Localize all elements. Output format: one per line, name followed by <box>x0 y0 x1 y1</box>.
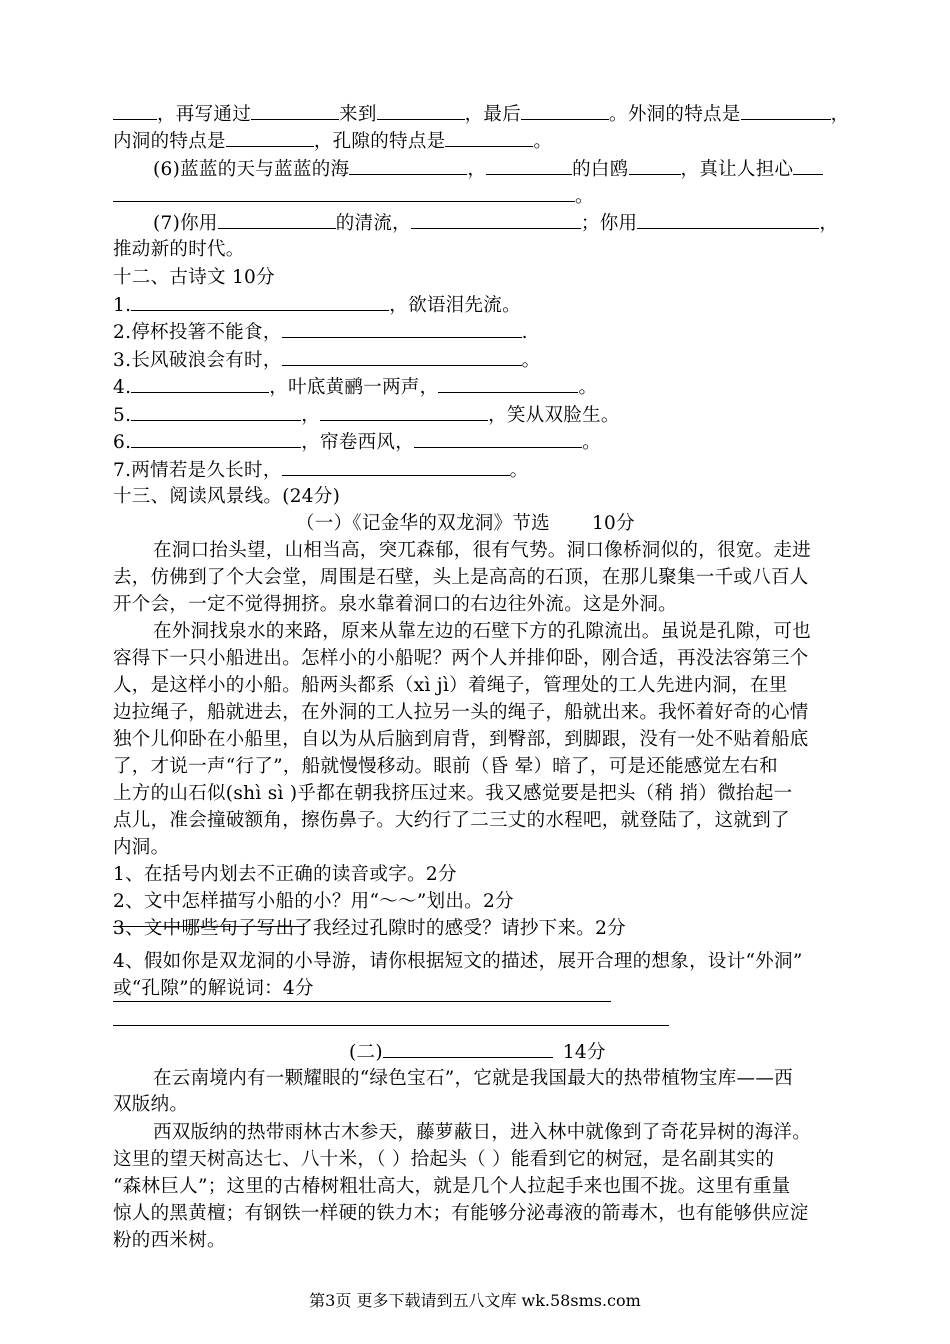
blank[interactable] <box>411 210 581 229</box>
text: ，叶底黄鹂一两声， <box>269 377 439 398</box>
fill-line <box>113 101 849 128</box>
reading-1-title <box>296 511 635 537</box>
text: 。 <box>582 432 601 453</box>
text: 内洞的特点是 <box>113 131 226 152</box>
text: ，再写通过 <box>157 104 252 125</box>
paragraph-line: 上方的山石似(shì sì )乎都在朝我挤压过来。我又感觉要是把头（稍 捎）微抬起一 <box>113 783 793 804</box>
blank[interactable] <box>445 128 533 147</box>
answer-line[interactable] <box>113 1001 611 1002</box>
blank[interactable] <box>131 292 389 311</box>
paragraph-line: 去，仿佛到了个大会堂，周围是石壁，头上是高高的石顶，在那儿聚集一千或八百人 <box>113 567 809 588</box>
blank[interactable] <box>438 374 578 393</box>
text: ，欲语泪先流。 <box>389 295 521 316</box>
text: 的白鸥 <box>572 159 629 180</box>
text: ，真让人担心 <box>680 159 794 180</box>
section-title: 十二、古诗文 10分 <box>113 267 275 288</box>
text: 14分 <box>562 1042 606 1063</box>
question-7 <box>153 210 838 237</box>
text: ，笑从双脸生。 <box>488 405 620 426</box>
blank[interactable] <box>741 101 831 120</box>
paragraph-line: 在云南境内有一颗耀眼的“绿色宝石”，它就是我国最大的热带植物宝库——西 <box>153 1068 793 1089</box>
question-line: 3、文中哪些句子写出了我经过孔隙时的感受？请抄下来。2分 <box>113 918 626 939</box>
paragraph-line: 惊人的黑黄檀；有钢铁一样硬的铁力木；有能够分泌毒液的箭毒木，也有能够供应淀 <box>113 1203 809 1224</box>
text: 7.两情若是久长时， <box>113 460 282 481</box>
text: 的清流， <box>335 213 411 234</box>
paragraph-line: “森林巨人”；这里的古椿树粗壮高大，就是几个人拉起手来也围不拢。这里有重量 <box>113 1176 791 1197</box>
blank[interactable] <box>131 374 269 393</box>
poem-line-4 <box>113 374 597 401</box>
text: 2.停杯投箸不能食， <box>113 322 282 343</box>
text: 3.长风破浪会有时， <box>113 350 282 371</box>
blank[interactable] <box>320 402 488 421</box>
fill-line <box>113 128 552 155</box>
text: . <box>521 322 528 343</box>
text: （一）《记金华的双龙洞》节选 <box>296 513 550 534</box>
text: 。 <box>575 186 594 207</box>
text: ， <box>819 213 839 234</box>
paragraph-line: 这里的望天树高达七、八十米，（ ）拾起头（ ）能看到它的树冠，是名副其实的 <box>113 1149 775 1170</box>
text: 5. <box>113 405 132 426</box>
text: 。 <box>533 131 553 152</box>
text: 6. <box>113 432 132 453</box>
paragraph-line: 独个儿仰卧在小船里，自以为从后脑到肩背，到臀部，到脚跟，没有一处不贴着船底 <box>113 729 809 750</box>
paragraph-line: 开个会，一定不觉得拥挤。泉水靠着洞口的右边往外流。这是外洞。 <box>113 594 678 615</box>
blank[interactable] <box>629 156 681 175</box>
poem-line-5 <box>113 402 620 429</box>
paragraph-line: 内洞。 <box>113 837 170 858</box>
text: 4. <box>113 377 132 398</box>
blank[interactable] <box>414 429 582 448</box>
text: ， <box>467 159 487 180</box>
question-line: 1、在括号内划去不正确的读音或字。2分 <box>113 864 457 885</box>
blank[interactable] <box>282 319 522 338</box>
question-6 <box>153 156 823 183</box>
blank[interactable] <box>637 210 819 229</box>
reading-2-title <box>349 1039 606 1066</box>
blank[interactable] <box>113 183 575 202</box>
paragraph-line: 了，才说一声“行了”，船就慢慢移动。眼前（昏 晕）暗了，可是还能感觉左右和 <box>113 756 778 777</box>
paragraph-line: 容得下一只小船进出。怎样小的小船呢？两个人并排仰卧，刚合适，再没法容第三个 <box>113 648 809 669</box>
question-line: 4、假如你是双龙洞的小导游，请你根据短文的描述，展开合理的想象，设计“外洞” <box>113 951 803 972</box>
section-title: 十三、阅读风景线。(24分) <box>113 486 341 507</box>
text: 。外洞的特点是 <box>609 104 741 125</box>
text: (6)蓝蓝的天与蓝蓝的海 <box>153 159 350 180</box>
paragraph-line: 点儿，准会撞破额角，擦伤鼻子。大约行了二三丈的水程吧，就登陆了，这就到了 <box>113 810 790 831</box>
blank[interactable] <box>521 101 609 120</box>
paragraph-line: 粉的西米树。 <box>113 1230 226 1251</box>
blank[interactable] <box>218 210 336 229</box>
paragraph-line: 双版纳。 <box>113 1094 189 1115</box>
text: ， <box>830 104 850 125</box>
blank[interactable] <box>226 128 314 147</box>
blank[interactable] <box>349 156 467 175</box>
blank[interactable] <box>282 457 510 476</box>
poem-line-1 <box>113 292 521 319</box>
text: ；你用 <box>580 213 638 234</box>
blank[interactable] <box>377 101 465 120</box>
text: (7)你用 <box>153 213 218 234</box>
paragraph-line: 在洞口抬头望，山相当高，突兀森郁，很有气势。洞口像桥洞似的，很宽。走进 <box>153 540 812 561</box>
paragraph-line: 西双版纳的热带雨林古木参天，藤萝蔽日，进入林中就像到了奇花异树的海洋。 <box>153 1122 812 1143</box>
text: 来到 <box>339 104 377 125</box>
answer-line[interactable] <box>113 1025 669 1026</box>
blank[interactable] <box>131 429 301 448</box>
paragraph-line: 人，是这样小的小船。船两头都系（xì jì）着绳子，管理处的工人先进内洞，在里 <box>113 675 788 696</box>
text: 。 <box>578 377 598 398</box>
blank[interactable] <box>131 402 301 421</box>
question-line: 或“孔隙”的解说词：4分 <box>113 978 314 999</box>
text: 10分 <box>591 513 635 534</box>
answer-line[interactable] <box>113 926 305 927</box>
paragraph-line: 在外洞找泉水的来路，原来从靠左边的石壁下方的孔隙流出。虽说是孔隙，可也 <box>153 621 812 642</box>
paragraph-line: 边拉绳子，船就进去，在外洞的工人拉另一头的绳子，船就出来。我怀着好奇的心情 <box>113 702 809 723</box>
blank[interactable] <box>486 156 572 175</box>
text: 1. <box>113 295 132 316</box>
text: ，最后 <box>464 104 522 125</box>
blank[interactable] <box>282 347 522 366</box>
poem-line-6 <box>113 429 601 456</box>
text: ，帘卷西风， <box>301 432 415 453</box>
poem-line-2 <box>113 319 528 346</box>
fill-line <box>113 183 594 210</box>
text: ， <box>301 405 321 426</box>
text: 。 <box>521 350 541 371</box>
text: 。 <box>509 460 529 481</box>
text: ，孔隙的特点是 <box>313 131 446 152</box>
blank[interactable] <box>383 1039 553 1058</box>
blank[interactable] <box>793 156 823 175</box>
poem-line-3 <box>113 347 540 374</box>
text: (二) <box>349 1042 383 1063</box>
text-line: 推动新的时代。 <box>113 239 245 260</box>
poem-line-7 <box>113 457 528 484</box>
blank[interactable] <box>113 101 157 120</box>
page-footer: 第3页 更多下载请到五八文库 wk.58sms.com <box>309 1291 641 1310</box>
blank[interactable] <box>251 101 339 120</box>
question-line: 2、文中怎样描写小船的小？用“～～”划出。2分 <box>113 891 514 912</box>
